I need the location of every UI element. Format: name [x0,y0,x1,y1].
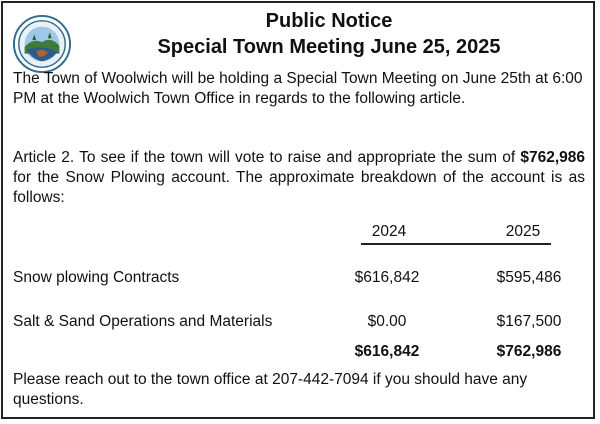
article-text-suffix: for the Snow Plowing account. The approximate breakdown of the account is as follows: [13,169,585,206]
row-value-2024: $0.00 [367,313,407,330]
article-text-prefix: Article 2. To see if the town will vote to raise and appropriate the sum of [13,149,521,166]
row-label-snow-plowing: Snow plowing Contracts [13,269,180,286]
row-label-salt-sand: Salt & Sand Operations and Materials [13,313,273,330]
closing-paragraph: Please reach out to the town office at 207-442-7094 if you should have any questions. [13,371,528,408]
total-2025: $762,986 [496,343,562,360]
column-header-2025: 2025 [505,223,541,240]
article-paragraph [13,148,585,208]
town-seal-icon [13,15,71,73]
notice-title: Public Notice [265,10,393,32]
article-amount: $762,986 [520,149,585,166]
public-notice [1,1,595,419]
column-header-2024: 2024 [371,223,407,240]
row-value-2025: $595,486 [496,269,562,286]
notice-subtitle: Special Town Meeting June 25, 2025 [157,36,501,58]
header-underline [361,243,551,245]
intro-paragraph: The Town of Woolwich will be holding a Special Town Meeting on June 25th at 6:00 PM at the Woolwich Town Office in regards to the following article. [13,70,583,107]
row-value-2024: $616,842 [354,269,420,286]
row-value-2025: $167,500 [496,313,562,330]
total-2024: $616,842 [354,343,420,360]
